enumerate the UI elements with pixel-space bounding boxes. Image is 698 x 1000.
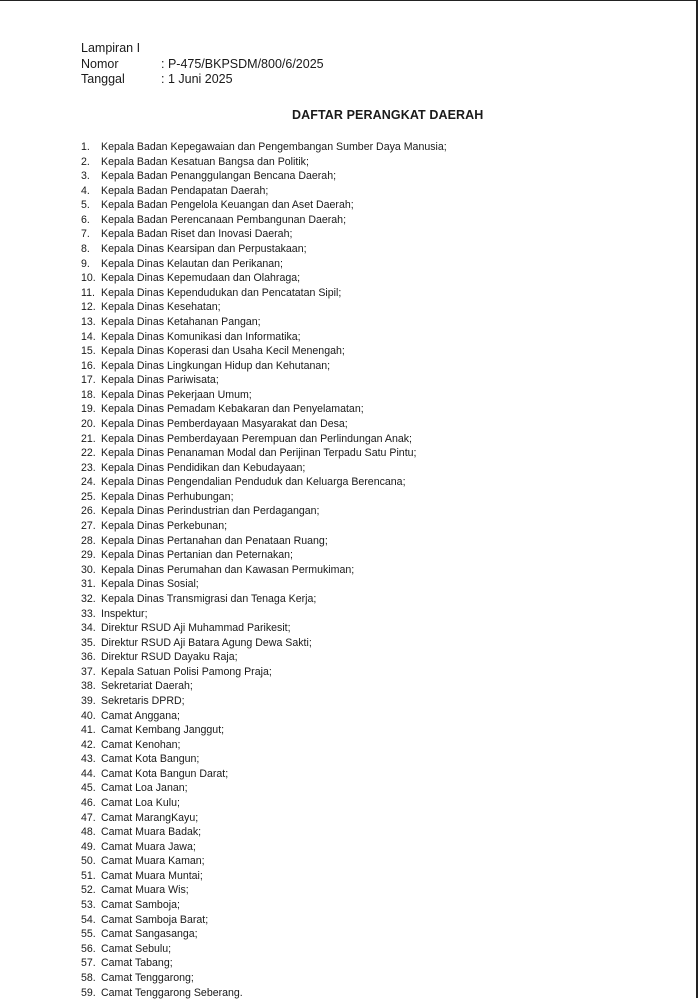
list-item-number: 44. xyxy=(81,767,96,780)
list-item xyxy=(81,184,447,199)
meta-label: Nomor xyxy=(81,56,119,71)
list-item-number: 11. xyxy=(81,286,95,299)
list-item xyxy=(81,811,447,826)
list-item xyxy=(81,942,447,957)
list-item xyxy=(81,169,447,184)
list-item xyxy=(81,577,447,592)
list-item-text: Camat Kota Bangun Darat; xyxy=(101,767,229,780)
document-header xyxy=(81,41,324,88)
list-item-number: 33. xyxy=(81,607,96,620)
list-item-text: Kepala Dinas Kelautan dan Perikanan; xyxy=(101,257,283,270)
list-item-text: Kepala Dinas Kesehatan; xyxy=(101,301,221,314)
list-item-number: 27. xyxy=(81,520,96,533)
list-item xyxy=(81,665,447,680)
list-item xyxy=(81,388,447,403)
list-item-number: 17. xyxy=(81,374,96,387)
meta-value: : 1 Juni 2025 xyxy=(161,72,233,86)
list-item-text: Camat Loa Kulu; xyxy=(101,797,180,810)
list-item-text: Camat Tenggarong Seberang. xyxy=(101,986,243,999)
list-item-number: 20. xyxy=(81,417,96,430)
list-item-text: Camat Samboja Barat; xyxy=(101,913,209,926)
list-item-number: 32. xyxy=(81,592,96,605)
list-item-text: Kepala Badan Kesatuan Bangsa dan Politik; xyxy=(101,155,309,168)
list-item xyxy=(81,563,447,578)
list-item xyxy=(81,679,447,694)
list-item xyxy=(81,723,447,738)
attachment-label: Lampiran I xyxy=(81,41,141,55)
list-item-number: 19. xyxy=(81,403,96,416)
list-item-text: Kepala Badan Pengelola Keuangan dan Aset Daerah; xyxy=(101,199,354,212)
list-item-text: Kepala Dinas Sosial; xyxy=(101,578,199,591)
list-item-number: 23. xyxy=(81,461,96,474)
list-item-number: 30. xyxy=(81,563,96,576)
list-item-text: Kepala Dinas Perindustrian dan Perdagangan; xyxy=(101,505,320,518)
list-item xyxy=(81,752,447,767)
list-item-number: 25. xyxy=(81,490,96,503)
list-item xyxy=(81,490,447,505)
list-item-text: Kepala Dinas Kependudukan dan Pencatatan Sipil; xyxy=(101,286,342,299)
list-item xyxy=(81,709,447,724)
list-item-text: Kepala Dinas Transmigrasi dan Tenaga Kerja; xyxy=(101,592,317,605)
list-item-text: Camat Kota Bangun; xyxy=(101,753,200,766)
list-item xyxy=(81,650,447,665)
list-item-text: Camat Samboja; xyxy=(101,899,180,912)
list-item-number: 22. xyxy=(81,447,96,460)
list-item-text: Kepala Badan Perencanaan Pembangunan Daerah; xyxy=(101,213,347,226)
list-item-number: 28. xyxy=(81,534,96,547)
list-item-number: 16. xyxy=(81,359,96,372)
list-item-number: 42. xyxy=(81,738,96,751)
list-item-text: Sekretariat Daerah; xyxy=(101,680,193,693)
list-item-text: Camat Muara Wis; xyxy=(101,884,189,897)
list-item xyxy=(81,461,447,476)
list-item-number: 13. xyxy=(81,315,96,328)
list-item-number: 10. xyxy=(81,272,96,285)
list-item xyxy=(81,913,447,928)
list-item-number: 18. xyxy=(81,388,96,401)
list-item-number: 36. xyxy=(81,651,96,664)
list-item-text: Camat Muara Jawa; xyxy=(101,840,196,853)
list-item xyxy=(81,359,447,374)
list-item-text: Camat Sangasanga; xyxy=(101,928,198,941)
list-item xyxy=(81,781,447,796)
list-item xyxy=(81,432,447,447)
list-item xyxy=(81,242,447,257)
list-item-text: Kepala Dinas Perkebunan; xyxy=(101,520,228,533)
list-item-number: 57. xyxy=(81,957,96,970)
list-item xyxy=(81,738,447,753)
list-item-text: Kepala Dinas Pertanian dan Peternakan; xyxy=(101,549,293,562)
list-item-number: 43. xyxy=(81,753,96,766)
list-item-text: Kepala Dinas Ketahanan Pangan; xyxy=(101,315,261,328)
list-item-number: 8. xyxy=(81,243,90,256)
list-item-text: Camat Muara Kaman; xyxy=(101,855,205,868)
list-item xyxy=(81,796,447,811)
list-item-text: Camat Tenggarong; xyxy=(101,971,194,984)
list-item-number: 9. xyxy=(81,257,90,270)
list-item-text: Kepala Dinas Pendidikan dan Kebudayaan; xyxy=(101,461,306,474)
list-item xyxy=(81,898,447,913)
list-item xyxy=(81,373,447,388)
list-item-text: Kepala Dinas Koperasi dan Usaha Kecil Menengah; xyxy=(101,345,345,358)
list-item-text: Sekretaris DPRD; xyxy=(101,694,185,707)
list-item xyxy=(81,548,447,563)
list-item xyxy=(81,402,447,417)
list-item xyxy=(81,155,447,170)
list-item-text: Kepala Satuan Polisi Pamong Praja; xyxy=(101,665,272,678)
list-item-text: Kepala Badan Riset dan Inovasi Daerah; xyxy=(101,228,293,241)
list-item xyxy=(81,883,447,898)
list-item-text: Kepala Dinas Lingkungan Hidup dan Kehutanan; xyxy=(101,359,331,372)
list-item-text: Camat Kenohan; xyxy=(101,738,181,751)
list-item-text: Camat Tabang; xyxy=(101,957,173,970)
list-item-number: 6. xyxy=(81,213,90,226)
list-item xyxy=(81,971,447,986)
list-item-number: 31. xyxy=(81,578,96,591)
list-item-text: Camat Muara Muntai; xyxy=(101,869,203,882)
list-item xyxy=(81,592,447,607)
list-item-text: Kepala Dinas Penanaman Modal dan Perijinan Terpadu Satu Pintu; xyxy=(101,447,417,460)
meta-value: : P-475/BKPSDM/800/6/2025 xyxy=(161,56,324,71)
list-item-number: 1. xyxy=(81,141,90,153)
list-item-text: Kepala Dinas Perumahan dan Kawasan Permukiman; xyxy=(101,563,355,576)
list-item-text: Kepala Dinas Komunikasi dan Informatika; xyxy=(101,330,301,343)
list-item-number: 3. xyxy=(81,170,90,183)
list-item xyxy=(81,446,447,461)
list-item-number: 7. xyxy=(81,228,90,241)
list-item xyxy=(81,534,447,549)
list-item-number: 5. xyxy=(81,199,90,212)
list-item-text: Kepala Dinas Pemadam Kebakaran dan Penyelamatan; xyxy=(101,403,364,416)
meta-row-date xyxy=(81,72,324,88)
list-item-number: 34. xyxy=(81,622,96,635)
list-item xyxy=(81,621,447,636)
list-item-number: 39. xyxy=(81,694,96,707)
list-item-number: 56. xyxy=(81,942,96,955)
list-item-text: Direktur RSUD Aji Batara Agung Dewa Sakti; xyxy=(101,636,312,649)
list-item-text: Kepala Dinas Pekerjaan Umum; xyxy=(101,388,252,401)
list-item xyxy=(81,869,447,884)
list-item-number: 37. xyxy=(81,665,96,678)
list-item-text: Kepala Badan Penanggulangan Bencana Daerah; xyxy=(101,170,337,183)
list-item-number: 48. xyxy=(81,826,96,839)
list-item xyxy=(81,344,447,359)
list-item-text: Kepala Dinas Pariwisata; xyxy=(101,374,219,387)
list-item-text: Kepala Dinas Kepemudaan dan Olahraga; xyxy=(101,272,301,285)
list-item-number: 15. xyxy=(81,345,96,358)
list-item xyxy=(81,330,447,345)
list-item xyxy=(81,286,447,301)
list-item-number: 24. xyxy=(81,476,96,489)
document-title: DAFTAR PERANGKAT DAERAH xyxy=(292,108,484,122)
list-item-text: Kepala Dinas Pemberdayaan Perempuan dan Perlindungan Anak; xyxy=(101,432,412,445)
list-item xyxy=(81,927,447,942)
list-item-text: Kepala Dinas Pengendalian Penduduk dan Keluarga Berencana; xyxy=(101,476,406,489)
list-item-text: Inspektur; xyxy=(101,607,148,620)
list-item-text: Direktur RSUD Aji Muhammad Parikesit; xyxy=(101,622,291,635)
meta-row-number xyxy=(81,57,324,73)
list-item-text: Camat Sebulu; xyxy=(101,942,172,955)
regional-office-list xyxy=(81,140,447,1000)
list-item-number: 35. xyxy=(81,636,96,649)
list-item-number: 55. xyxy=(81,928,96,941)
list-item-text: Kepala Dinas Kearsipan dan Perpustakaan; xyxy=(101,243,307,256)
list-item-number: 14. xyxy=(81,330,96,343)
list-item-number: 49. xyxy=(81,840,96,853)
list-item-number: 50. xyxy=(81,855,96,868)
list-item-number: 12. xyxy=(81,301,96,314)
list-item xyxy=(81,417,447,432)
list-item-number: 58. xyxy=(81,971,96,984)
list-item xyxy=(81,198,447,213)
list-item-text: Camat MarangKayu; xyxy=(101,811,199,824)
list-item xyxy=(81,636,447,651)
list-item-text: Kepala Badan Pendapatan Daerah; xyxy=(101,184,269,197)
list-item-number: 40. xyxy=(81,709,96,722)
list-item-number: 4. xyxy=(81,184,90,197)
list-item-text: Direktur RSUD Dayaku Raja; xyxy=(101,651,238,664)
list-item xyxy=(81,213,447,228)
list-item-number: 54. xyxy=(81,913,96,926)
list-item-number: 41. xyxy=(81,724,96,737)
list-item xyxy=(81,854,447,869)
meta-label: Tanggal xyxy=(81,72,125,86)
list-item xyxy=(81,300,447,315)
list-item xyxy=(81,315,447,330)
list-item xyxy=(81,840,447,855)
list-item-number: 38. xyxy=(81,680,96,693)
list-item xyxy=(81,271,447,286)
list-item-text: Kepala Dinas Pertanahan dan Penataan Ruang; xyxy=(101,534,328,547)
list-item-text: Kepala Dinas Pemberdayaan Masyarakat dan Desa; xyxy=(101,417,348,430)
list-item xyxy=(81,227,447,242)
list-item xyxy=(81,767,447,782)
list-item-text: Camat Muara Badak; xyxy=(101,826,202,839)
list-item xyxy=(81,140,447,155)
list-item-text: Camat Anggana; xyxy=(101,709,180,722)
list-item xyxy=(81,825,447,840)
list-item-number: 29. xyxy=(81,549,96,562)
list-item xyxy=(81,607,447,622)
list-item-number: 46. xyxy=(81,797,96,810)
list-item xyxy=(81,257,447,272)
list-item xyxy=(81,956,447,971)
list-item-number: 47. xyxy=(81,811,96,824)
list-item xyxy=(81,475,447,490)
list-item-number: 26. xyxy=(81,505,96,518)
list-item-number: 2. xyxy=(81,155,90,168)
list-item-number: 51. xyxy=(81,869,96,882)
list-item-number: 21. xyxy=(81,432,96,445)
list-item xyxy=(81,694,447,709)
list-item xyxy=(81,504,447,519)
list-item-number: 53. xyxy=(81,899,96,912)
list-item-text: Camat Kembang Janggut; xyxy=(101,724,225,737)
list-item-number: 45. xyxy=(81,782,96,795)
list-item-text: Kepala Badan Kepegawaian dan Pengembangan Sumber Daya Manusia; xyxy=(101,141,447,153)
list-item-text: Kepala Dinas Perhubungan; xyxy=(101,490,234,503)
list-item xyxy=(81,519,447,534)
list-item-text: Camat Loa Janan; xyxy=(101,782,188,795)
list-item-number: 52. xyxy=(81,884,96,897)
list-item-number: 59. xyxy=(81,986,96,999)
